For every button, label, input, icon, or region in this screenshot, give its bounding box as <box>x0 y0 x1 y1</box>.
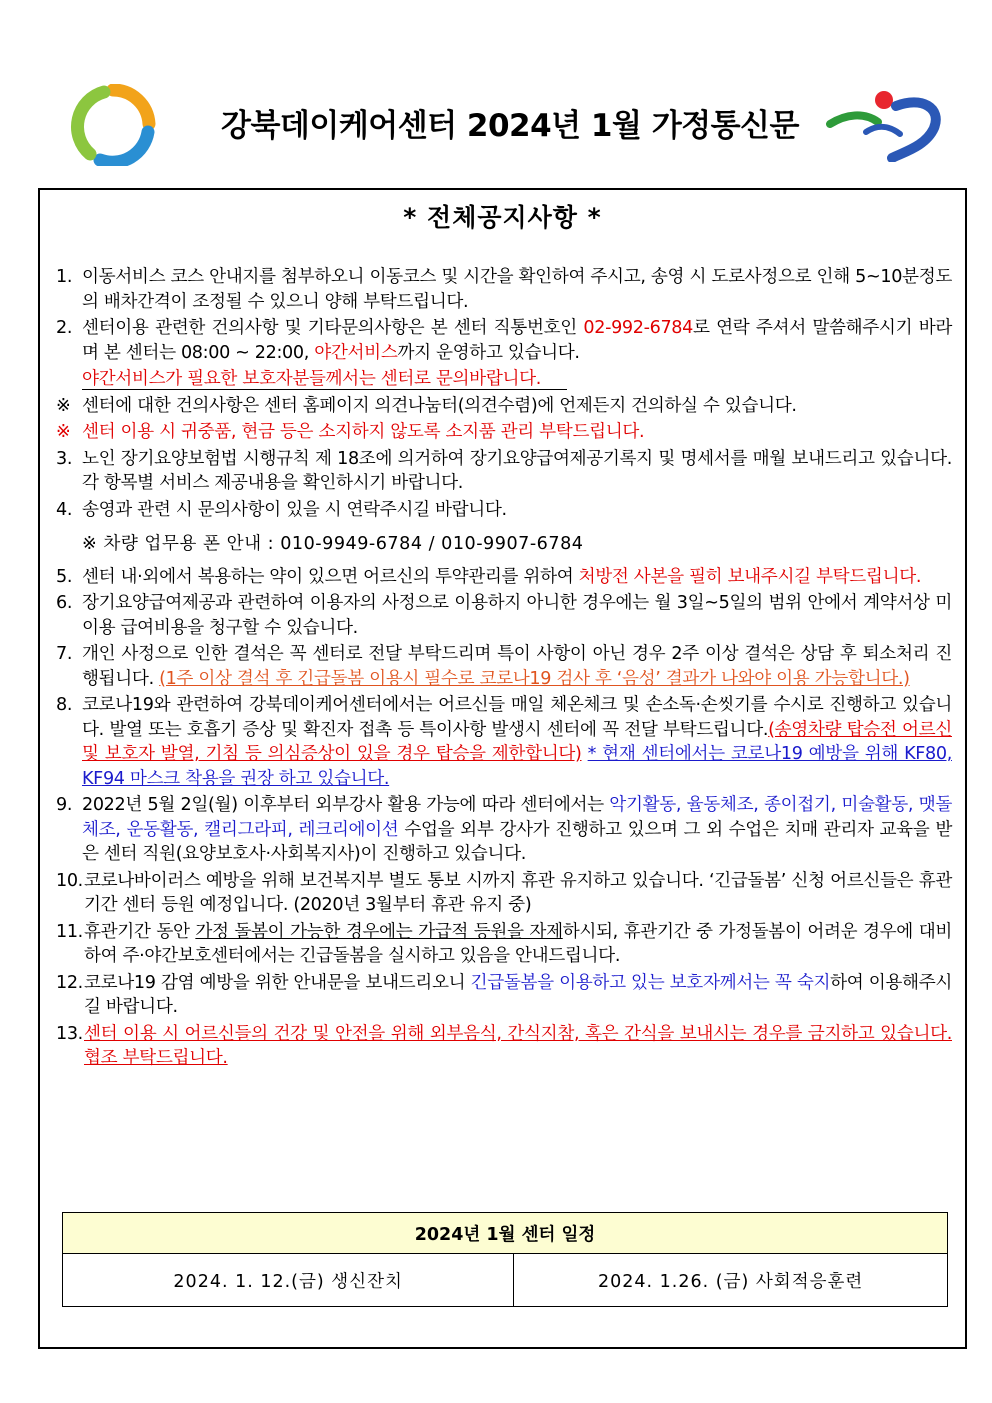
notice-item-3: 3. 노인 장기요양보험법 시행규칙 제 18조에 의거하여 장기요양급여제공기록지 및 명세서를 매월 보내드리고 있습니다. 각 항목별 서비스 제공내용을 확인하시기 바랍니다. <box>56 448 952 493</box>
notice-item-1: 1. 이동서비스 코스 안내지를 첨부하오니 이동코스 및 시간을 확인하여 주시고, 송영 시 도로사정으로 인해 5~10분정도의 배차간격이 조정될 수 있으니 양해 부탁드립니다. <box>56 267 952 312</box>
night-service-text: 야간서비스 <box>314 342 398 363</box>
notice-title: * 전체공지사항 * <box>403 203 602 232</box>
notice-item-13: 13. 센터 이용 시 어르신들의 건강 및 안전을 위해 외부음식, 간식지참, 혹은 간식을 보내시는 경우를 금지하고 있습니다. 협조 부탁드립니다. <box>56 1023 952 1068</box>
vehicle-phone-info: ※ 차량 업무용 폰 안내 : 010-9949-6784 / 010-9907-6784 <box>82 534 584 554</box>
note-suggestions: ※ 센터에 대한 건의사항은 센터 홈페이지 의견나눔터(의견수렴)에 언제든지 건의하실 수 있습니다. <box>56 395 797 416</box>
notice-item-6: 6. 장기요양급여제공과 관련하여 이용자의 사정으로 이용하지 아니한 경우에는 월 3일~5일의 범위 안에서 계약서상 미이용 급여비용을 청구할 수 있습니다. <box>56 593 952 638</box>
notice-item-9: 9. 2022년 5월 2일(월) 이후부터 외부강사 활용 가능에 따라 센터에서는 악기활동, 율동체조, 종이접기, 미술활동, 맷돌체조, 운동활동, 캘리그라피, 레크리에이션 수업을 외부 강사가 진행하고 있으며 그 외 수업은 치매 관리자 교육을 받은 센터 직원(요양보호사·사회복지사)이 진행하고 있습니다. <box>56 795 952 864</box>
page-header <box>0 78 992 178</box>
notice-item-2: 2. 센터이용 관련한 건의사항 및 기타문의사항은 본 센터 직통번호인 02-992-6784로 연락 주셔서 말씀해주시기 바라며 본 센터는 08:00 ~ 22:00, 야간서비스까지 운영하고 있습니다. <box>56 318 952 363</box>
notice-item-4: 4. 송영과 관련 시 문의사항이 있을 시 연락주시길 바랍니다. <box>56 499 507 520</box>
notice-list <box>54 265 952 1073</box>
notice-frame <box>38 188 967 1349</box>
gangbuk-gu-logo-icon <box>826 88 946 162</box>
notice-item-11: 11. 휴관기간 동안 가정 돌봄이 가능한 경우에는 가급적 등원을 자제하시되, 휴관기간 중 가정돌봄이 어려운 경우에 대비하여 주·야간보호센터에서는 긴급돌봄을 실시하고 있음을 안내드립니다. <box>56 921 952 966</box>
note-valuables: ※ 센터 이용 시 귀중품, 현금 등은 소지하지 않도록 소지품 관리 부탁드립니다. <box>56 422 645 442</box>
center-phone-number: 02-992-6784 <box>583 318 693 338</box>
notice-item-5: 5. 센터 내·외에서 복용하는 약이 있으면 어르신의 투약관리를 위하여 처방전 사본을 필히 보내주시길 부탁드립니다. <box>56 566 922 587</box>
notice-item-7: 7. 개인 사정으로 인한 결석은 꼭 센터로 전달 부탁드리며 특이 사항이 아닌 경우 2주 이상 결석은 상담 후 퇴소처리 진행됩니다. (1주 이상 결석 후 긴급돌봄 이용시 필수로 코로나19 검사 후 ‘음성’ 결과가 나와야 이용 가능합니다.) <box>56 644 952 689</box>
schedule-event-training: 2024. 1.26. (금) 사회적응훈련 <box>514 1254 948 1307</box>
notice-item-10: 10. 코로나바이러스 예방을 위해 보건복지부 별도 통보 시까지 휴관 유지하고 있습니다. ‘긴급돌봄’ 신청 어르신들은 휴관 기간 센터 등원 예정입니다. (2020년 3월부터 휴관 유지 중) <box>56 870 952 915</box>
notice-item-12: 12. 코로나19 감염 예방을 위한 안내문을 보내드리오니 긴급돌봄을 이용하고 있는 보호자께서는 꼭 숙지하여 이용해주시길 바랍니다. <box>56 972 952 1017</box>
page-title: 강북데이케어센터 2024년 1월 가정통신문 <box>221 108 799 144</box>
notice-item-8: 8. 코로나19와 관련하여 강북데이케어센터에서는 어르신들 매일 체온체크 및 손소독·손씻기를 수시로 진행하고 있습니다. 발열 또는 호흡기 증상 및 확진자 접촉 등 특이사항 발생시 센터에 꼭 전달 부탁드립니다.(송영차량 탑승전 어르신 및 보호자 발열, 기침 등 의심증상이 있을 경우 탑승을 제한합니다) * 현재 센터에서는 코로나19 예방을 위해 KF80, KF94 마스크 착용을 권장 하고 있습니다. <box>56 695 952 789</box>
schedule-row <box>63 1254 948 1307</box>
schedule-event-birthday: 2024. 1. 12.(금) 생신잔치 <box>63 1254 514 1307</box>
schedule-title: 2024년 1월 센터 일정 <box>63 1213 948 1254</box>
night-service-note: 야간서비스가 필요한 보호자분들께서는 센터로 문의바랍니다. <box>54 367 952 392</box>
center-logo-icon <box>70 84 156 166</box>
schedule-table <box>62 1212 948 1307</box>
